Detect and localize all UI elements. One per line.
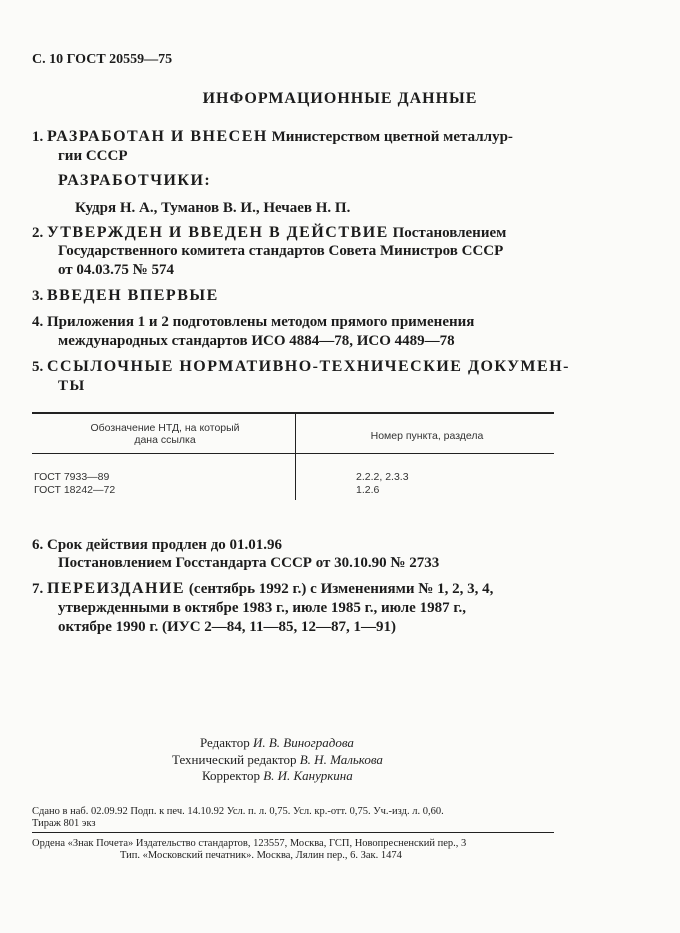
section-6-line-2: Постановлением Госстандарта СССР от 30.10.90 № 2733 bbox=[58, 555, 440, 571]
credit-name: В. И. Кануркина bbox=[263, 768, 353, 783]
section-heading: УТВЕРЖДЕН И ВВЕДЕН В ДЕЙСТВИЕ bbox=[47, 224, 389, 241]
section-number: 2. bbox=[32, 225, 44, 241]
table-header-rule bbox=[32, 453, 554, 454]
section-6 bbox=[32, 537, 282, 554]
imprint-line-1: Сдано в наб. 02.09.92 Подп. к печ. 14.10.92 Усл. п. л. 0,75. Усл. кр.-отт. 0,75. Уч.-изд. л. 0,60. bbox=[32, 806, 444, 817]
section-4 bbox=[32, 314, 474, 331]
section-1 bbox=[32, 128, 513, 146]
section-text: (сентябрь 1992 г.) с Изменениями № 1, 2, 3, 4, bbox=[188, 581, 494, 597]
page-title: ИНФОРМАЦИОННЫЕ ДАННЫЕ bbox=[202, 90, 478, 107]
section-1-continuation: гии СССР bbox=[58, 148, 128, 164]
table-cell-doc: ГОСТ 7933—89 bbox=[34, 471, 110, 483]
section-number: 1. bbox=[32, 129, 44, 145]
page-header: С. 10 ГОСТ 20559—75 bbox=[32, 52, 173, 67]
section-2-line-3: от 04.03.75 № 574 bbox=[58, 262, 174, 278]
section-number: 7. bbox=[32, 581, 44, 597]
credit-name: В. Н. Малькова bbox=[299, 752, 383, 767]
table-header-clause: Номер пункта, раздела bbox=[370, 430, 484, 442]
developers-label: РАЗРАБОТЧИКИ: bbox=[58, 172, 212, 189]
table-header-doc-line-2: дана ссылка bbox=[134, 434, 196, 446]
section-2-line-2: Государственного комитета стандартов Совета Министров СССР bbox=[58, 243, 504, 259]
section-heading: ССЫЛОЧНЫЕ НОРМАТИВНО-ТЕХНИЧЕСКИЕ ДОКУМЕН- bbox=[47, 358, 570, 375]
section-text: Приложения 1 и 2 подготовлены методом прямого применения bbox=[47, 314, 475, 330]
section-text: Министерством цветной металлур- bbox=[271, 129, 513, 145]
table-header-doc-line-1: Обозначение НТД, на который bbox=[90, 422, 240, 434]
credit-name: И. В. Виноградова bbox=[252, 735, 354, 750]
section-number: 5. bbox=[32, 359, 44, 375]
section-number: 6. bbox=[32, 537, 44, 553]
section-heading: РАЗРАБОТАН И ВНЕСЕН bbox=[47, 128, 268, 145]
section-4-line-2: международных стандартов ИСО 4884—78, ИСО 4489—78 bbox=[58, 333, 455, 349]
section-7 bbox=[32, 580, 493, 598]
developers-list: Кудря Н. А., Туманов В. И., Нечаев Н. П. bbox=[75, 200, 351, 216]
table-cell-clause: 2.2.2, 2.3.3 bbox=[356, 471, 409, 483]
table-cell-clause: 1.2.6 bbox=[356, 484, 380, 496]
table-top-rule bbox=[32, 412, 554, 414]
credit-tech-editor bbox=[172, 752, 383, 768]
section-heading: ВВЕДЕН ВПЕРВЫЕ bbox=[47, 287, 219, 304]
imprint-rule bbox=[32, 832, 554, 833]
credit-label: Редактор bbox=[200, 735, 250, 750]
section-text: Срок действия продлен до 01.01.96 bbox=[47, 537, 283, 553]
table-column-divider bbox=[295, 414, 296, 500]
credit-corrector bbox=[202, 768, 353, 784]
section-7-line-2: утвержденными в октябре 1983 г., июле 1985 г., июле 1987 г., bbox=[58, 600, 466, 616]
section-5-line-2: ТЫ bbox=[58, 378, 86, 394]
imprint-line-4: Тип. «Московский печатник». Москва, Лялин пер., 6. Зак. 1474 bbox=[120, 850, 402, 861]
section-number: 4. bbox=[32, 314, 44, 330]
imprint-line-3: Ордена «Знак Почета» Издательство стандартов, 123557, Москва, ГСП, Новопресненский пер., 3 bbox=[32, 838, 467, 849]
section-7-line-3: октябре 1990 г. (ИУС 2—84, 11—85, 12—87, 1—91) bbox=[58, 619, 396, 635]
section-5 bbox=[32, 358, 570, 376]
section-text: Постановлением bbox=[392, 225, 507, 241]
table-cell-doc: ГОСТ 18242—72 bbox=[34, 484, 116, 496]
credit-label: Корректор bbox=[202, 768, 260, 783]
section-heading: ПЕРЕИЗДАНИЕ bbox=[47, 580, 186, 597]
section-2 bbox=[32, 224, 506, 242]
imprint-line-2: Тираж 801 экз bbox=[32, 818, 96, 829]
credit-editor bbox=[200, 735, 354, 751]
section-3 bbox=[32, 287, 219, 305]
section-number: 3. bbox=[32, 288, 44, 304]
credit-label: Технический редактор bbox=[172, 752, 297, 767]
